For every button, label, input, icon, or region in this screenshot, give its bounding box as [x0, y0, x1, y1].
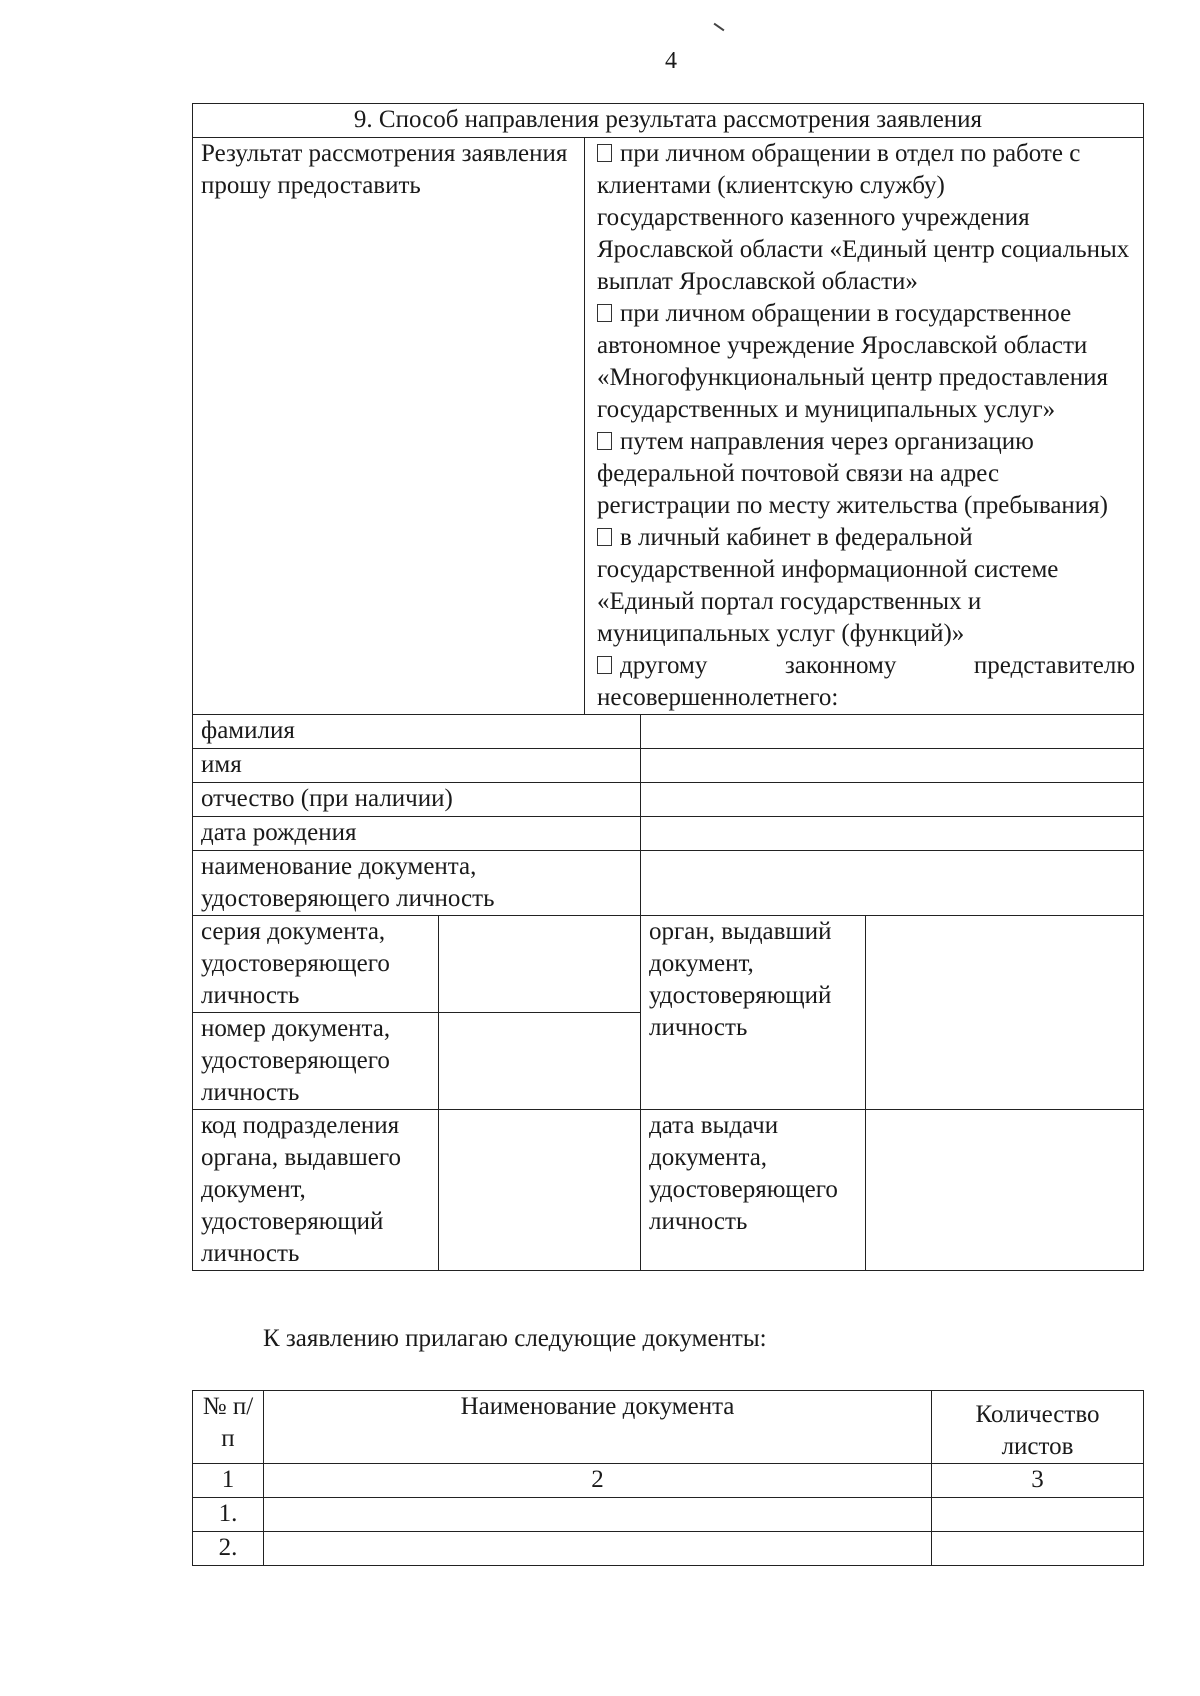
sheet-count-cell[interactable]: [932, 1532, 1144, 1566]
field-label-id-doc-name: наименование документа, удостоверяющего личность: [193, 851, 641, 916]
option-label: путем направления через организацию федеральной почтовой связи на адрес регистрации по месту жительства (пребывания): [597, 428, 1109, 519]
field-value-birth-date[interactable]: [641, 817, 1144, 851]
delivery-options: [585, 138, 1144, 715]
attachments-table: [192, 1390, 1144, 1566]
option-post[interactable]: [597, 426, 1135, 522]
row-number: 1.: [193, 1498, 264, 1532]
field-label-patronymic: отчество (при наличии): [193, 783, 641, 817]
option-label: другому законному представителю несовершеннолетнего:: [597, 652, 1135, 711]
column-index: 3: [932, 1464, 1144, 1498]
option-label: в личный кабинет в федеральной государственной информационной системе «Единый портал государственных и муниципальных услуг (функций)»: [597, 524, 1059, 647]
field-label-division-code: код подразделения органа, выдавшего документ, удостоверяющий личность: [193, 1110, 439, 1271]
sheet-count-cell[interactable]: [932, 1498, 1144, 1532]
field-value-issuer[interactable]: [866, 916, 1144, 1110]
field-label-birth-date: дата рождения: [193, 817, 641, 851]
column-index: 2: [264, 1464, 932, 1498]
checkbox-icon[interactable]: [597, 528, 612, 546]
option-gosuslugi[interactable]: [597, 522, 1135, 650]
column-index: 1: [193, 1464, 264, 1498]
field-label-name: имя: [193, 749, 641, 783]
header-doc-name: Наименование документа: [264, 1391, 932, 1464]
checkbox-icon[interactable]: [597, 656, 612, 674]
header-number: № п/п: [193, 1391, 264, 1464]
field-label-doc-series: серия документа, удостоверяющего личность: [193, 916, 439, 1013]
option-label: при личном обращении в отдел по работе с клиентами (клиентскую службу) государственного казенного учреждения Ярославской области «Единый центр социальных выплат Ярославской области»: [597, 140, 1130, 295]
field-value-doc-number[interactable]: [439, 1013, 641, 1110]
result-label: Результат рассмотрения заявления прошу предоставить: [193, 138, 585, 715]
header-sheet-count: Количество листов: [932, 1391, 1144, 1464]
delivery-method-table: [192, 103, 1144, 1271]
field-label-issuer: орган, выдавший документ, удостоверяющий личность: [641, 916, 866, 1110]
section-title: 9. Способ направления результата рассмотрения заявления: [193, 104, 1144, 138]
table-row: [193, 1498, 1144, 1532]
field-label-surname: фамилия: [193, 715, 641, 749]
checkbox-icon[interactable]: [597, 432, 612, 450]
attachments-title: К заявлению прилагаю следующие документы:: [263, 1325, 767, 1352]
option-legal-representative[interactable]: [597, 650, 1135, 714]
page-number: 4: [665, 48, 677, 74]
field-value-issue-date[interactable]: [866, 1110, 1144, 1271]
checkbox-icon[interactable]: [597, 304, 612, 322]
table-row: [193, 1532, 1144, 1566]
option-mfc[interactable]: [597, 298, 1135, 426]
doc-name-cell[interactable]: [264, 1532, 932, 1566]
option-label: при личном обращении в государственное автономное учреждение Ярославской области «Многофункциональный центр предоставления государственных и муниципальных услуг»: [597, 300, 1109, 423]
row-number: 2.: [193, 1532, 264, 1566]
doc-name-cell[interactable]: [264, 1498, 932, 1532]
field-value-doc-series[interactable]: [439, 916, 641, 1013]
checkbox-icon[interactable]: [597, 144, 612, 162]
field-label-doc-number: номер документа, удостоверяющего личность: [193, 1013, 439, 1110]
scan-mark: [714, 23, 725, 32]
field-value-patronymic[interactable]: [641, 783, 1144, 817]
field-value-name[interactable]: [641, 749, 1144, 783]
field-value-division-code[interactable]: [439, 1110, 641, 1271]
field-value-id-doc-name[interactable]: [641, 851, 1144, 916]
option-client-service[interactable]: [597, 138, 1135, 298]
field-value-surname[interactable]: [641, 715, 1144, 749]
field-label-issue-date: дата выдачи документа, удостоверяющего личность: [641, 1110, 866, 1271]
